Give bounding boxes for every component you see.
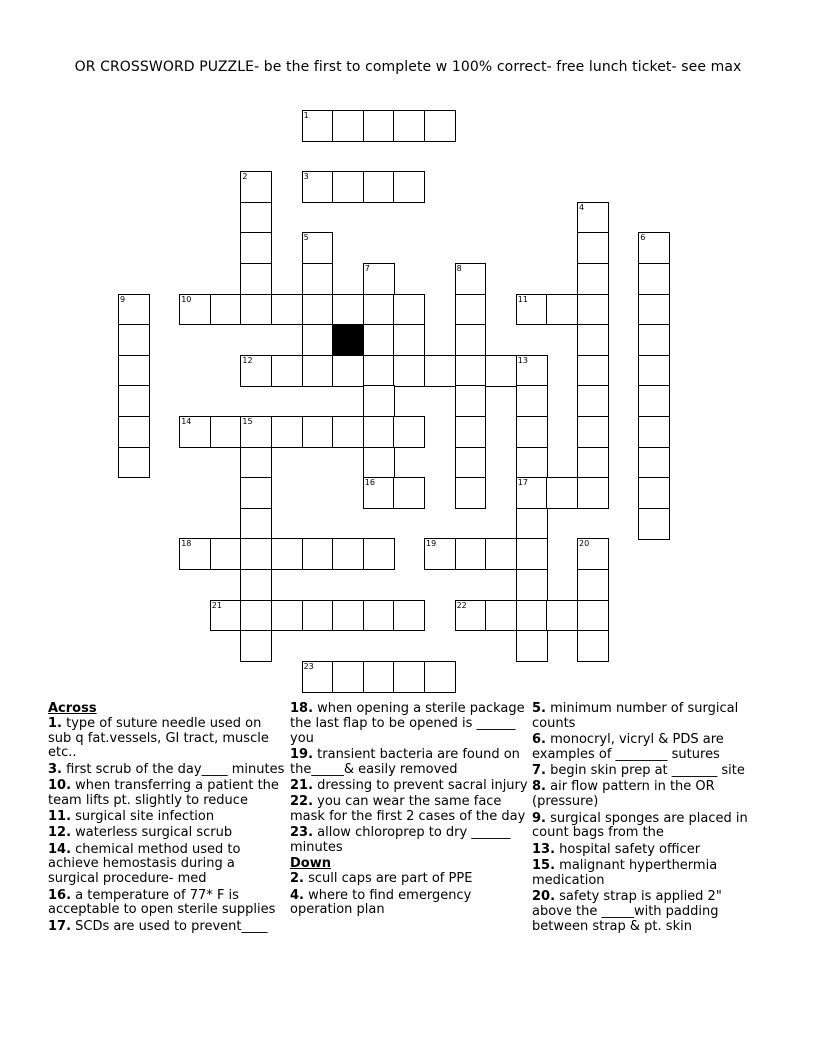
grid-cell[interactable]: [638, 294, 670, 326]
grid-cell[interactable]: [455, 263, 487, 295]
grid-cell[interactable]: [363, 263, 395, 295]
grid-cell[interactable]: [271, 416, 303, 448]
clue-down-5: 5. minimum number of surgical counts: [532, 701, 739, 731]
grid-cell[interactable]: [240, 232, 272, 264]
grid-cell[interactable]: [302, 110, 334, 142]
grid-cell[interactable]: [118, 324, 150, 356]
grid-cell[interactable]: [485, 538, 517, 570]
clue-number-label: 5: [303, 233, 309, 243]
grid-cell[interactable]: [118, 355, 150, 387]
grid-cell[interactable]: [363, 385, 395, 417]
grid-cell[interactable]: [638, 416, 670, 448]
clue-down-7: 7. begin skin prep at _______ site: [532, 763, 745, 779]
grid-cell[interactable]: [577, 538, 609, 570]
grid-cell[interactable]: [485, 355, 517, 387]
clue-number-label: 17: [517, 478, 528, 488]
grid-cell[interactable]: [302, 661, 334, 693]
grid-cell[interactable]: [393, 324, 425, 356]
grid-cell[interactable]: [577, 569, 609, 601]
clue-across-18: 18. when opening a sterile package the last flap to be opened is ______ you: [290, 701, 525, 746]
grid-cell[interactable]: [638, 324, 670, 356]
clue-across-17: 17. SCDs are used to prevent____: [48, 918, 268, 934]
grid-cell[interactable]: [118, 294, 150, 326]
grid-cell[interactable]: [332, 294, 364, 326]
clue-down-9: 9. surgical sponges are placed in count bags from the: [532, 810, 748, 841]
grid-cell[interactable]: [393, 171, 425, 203]
grid-cell[interactable]: [516, 294, 548, 326]
clue-number-label: 12: [242, 355, 253, 365]
grid-cell[interactable]: [638, 385, 670, 417]
grid-cell[interactable]: [516, 538, 548, 570]
grid-cell[interactable]: [332, 538, 364, 570]
grid-cell[interactable]: [424, 661, 456, 693]
grid-cell[interactable]: [546, 294, 578, 326]
grid-cell[interactable]: [240, 447, 272, 479]
grid-cell[interactable]: [485, 600, 517, 632]
grid-cell[interactable]: [240, 263, 272, 295]
clue-across-23: 23. allow chloroprep to dry ______ minutes: [290, 825, 511, 856]
grid-cell[interactable]: [118, 416, 150, 448]
across-heading: Across: [48, 701, 97, 716]
grid-cell[interactable]: [240, 416, 272, 448]
grid-cell[interactable]: [210, 416, 242, 448]
clue-across-19: 19. transient bacteria are found on the_____& easily removed: [290, 746, 520, 777]
grid-cell[interactable]: [638, 477, 670, 509]
grid-cell[interactable]: [302, 171, 334, 203]
grid-cell[interactable]: [455, 538, 487, 570]
grid-cell[interactable]: [393, 355, 425, 387]
grid-cell[interactable]: [363, 447, 395, 479]
grid-cell[interactable]: [516, 385, 548, 417]
clue-number-label: 8: [456, 264, 462, 273]
grid-cell[interactable]: [577, 294, 609, 326]
grid-cell[interactable]: [240, 630, 272, 662]
grid-cell[interactable]: [577, 600, 609, 632]
grid-cell[interactable]: [363, 661, 395, 693]
grid-cell[interactable]: [363, 416, 395, 448]
grid-cell[interactable]: [332, 110, 364, 142]
grid-cell[interactable]: [577, 355, 609, 387]
clue-across-12: 12. waterless surgical scrub: [48, 825, 233, 841]
clue-across-22: 22. you can wear the same face mask for the first 2 cases of the day: [290, 794, 526, 825]
clue-across-14: 14. chemical method used to achieve hemostasis during a surgical procedure- med: [48, 841, 241, 887]
clue-down-6: 6. monocryl, vicryl & PDS are examples of ________ sutures: [532, 732, 724, 762]
grid-cell[interactable]: [240, 171, 272, 203]
clues-column-2: [290, 702, 530, 920]
grid-cell[interactable]: [302, 324, 334, 356]
grid-cell[interactable]: [240, 294, 272, 326]
clue-number-label: 7: [364, 264, 370, 273]
grid-cell[interactable]: [455, 324, 487, 356]
grid-cell[interactable]: [455, 600, 487, 632]
clue-across-21: 21. dressing to prevent sacral injury: [290, 777, 528, 793]
grid-cell[interactable]: [455, 385, 487, 417]
grid-cell[interactable]: [577, 630, 609, 662]
grid-cell[interactable]: [240, 508, 272, 540]
grid-cell[interactable]: [577, 232, 609, 264]
grid-cell[interactable]: [240, 202, 272, 234]
grid-cell[interactable]: [516, 355, 548, 387]
grid-cell[interactable]: [363, 600, 395, 632]
clue-number-label: 15: [242, 417, 253, 426]
clue-number-label: 13: [517, 355, 528, 365]
clue-across-11: 11. surgical site infection: [48, 809, 215, 825]
clue-number-label: 9: [120, 294, 126, 304]
grid-cell[interactable]: [393, 416, 425, 448]
grid-cell[interactable]: [363, 324, 395, 356]
grid-cell[interactable]: [363, 171, 395, 203]
clue-number-label: 18: [181, 539, 192, 549]
grid-cell[interactable]: [424, 355, 456, 387]
grid-cell[interactable]: [424, 538, 456, 570]
grid-cell[interactable]: [302, 263, 334, 295]
grid-cell[interactable]: [302, 600, 334, 632]
grid-cell[interactable]: [179, 294, 211, 326]
grid-cell[interactable]: [332, 661, 364, 693]
black-square: [332, 324, 364, 356]
grid-cell[interactable]: [638, 232, 670, 264]
grid-cell[interactable]: [516, 508, 548, 540]
grid-cell[interactable]: [577, 263, 609, 295]
grid-cell[interactable]: [577, 385, 609, 417]
grid-cell[interactable]: [638, 508, 670, 540]
clue-number-label: 2: [242, 172, 248, 182]
grid-cell[interactable]: [363, 355, 395, 387]
clue-across-3: 3. first scrub of the day____ minutes: [48, 761, 285, 777]
grid-cell[interactable]: [240, 600, 272, 632]
grid-cell[interactable]: [393, 294, 425, 326]
grid-cell[interactable]: [302, 538, 334, 570]
clue-number-label: 4: [579, 202, 585, 212]
clue-number-label: 3: [303, 172, 309, 182]
clue-across-16: 16. a temperature of 77* F is acceptable to open sterile supplies: [48, 887, 276, 918]
grid-cell[interactable]: [271, 355, 303, 387]
grid-cell[interactable]: [118, 447, 150, 479]
grid-cell[interactable]: [638, 263, 670, 295]
grid-cell[interactable]: [210, 294, 242, 326]
grid-cell[interactable]: [455, 355, 487, 387]
grid-cell[interactable]: [393, 600, 425, 632]
grid-cell[interactable]: [179, 538, 211, 570]
down-heading: Down: [290, 856, 331, 872]
grid-cell[interactable]: [577, 416, 609, 448]
clue-down-4: 4. where to find emergency operation plan: [290, 887, 472, 918]
clue-down-13: 13. hospital safety officer: [532, 841, 701, 857]
clue-number-label: 23: [303, 661, 314, 671]
clue-across-10: 10. when transferring a patient the team lifts pt. slightly to reduce: [48, 777, 279, 808]
grid-cell[interactable]: [179, 416, 211, 448]
grid-cell[interactable]: [577, 202, 609, 234]
grid-cell[interactable]: [210, 538, 242, 570]
clue-down-2: 2. scull caps are part of PPE: [290, 871, 473, 887]
grid-cell[interactable]: [302, 232, 334, 264]
grid-cell[interactable]: [363, 294, 395, 326]
clue-number-label: 1: [303, 111, 309, 120]
clue-down-15: 15. malignant hyperthermia medication: [532, 857, 718, 888]
grid-cell[interactable]: [516, 630, 548, 662]
grid-cell[interactable]: [271, 294, 303, 326]
grid-cell[interactable]: [118, 385, 150, 417]
grid-cell[interactable]: [393, 661, 425, 693]
grid-cell[interactable]: [424, 110, 456, 142]
grid-cell[interactable]: [577, 324, 609, 356]
grid-cell[interactable]: [363, 110, 395, 142]
grid-cell[interactable]: [240, 569, 272, 601]
grid-cell[interactable]: [332, 416, 364, 448]
clue-down-20: 20. safety strap is applied 2" above the _____with padding between strap & pt. skin: [532, 889, 722, 934]
clue-number-label: 22: [456, 600, 467, 610]
grid-cell[interactable]: [577, 477, 609, 509]
clue-number-label: 16: [364, 478, 375, 488]
grid-cell[interactable]: [240, 477, 272, 509]
grid-cell[interactable]: [516, 477, 548, 509]
clue-number-label: 6: [640, 233, 646, 243]
grid-cell[interactable]: [393, 477, 425, 509]
grid-cell[interactable]: [271, 600, 303, 632]
grid-cell[interactable]: [240, 355, 272, 387]
clue-across-1: 1. type of suture needle used on sub q fat.vessels, GI tract, muscle etc..: [48, 715, 269, 761]
grid-cell[interactable]: [455, 416, 487, 448]
puzzle-title: OR CROSSWORD PUZZLE- be the first to complete w 100% correct- free lunch ticket- see max: [74, 59, 742, 75]
grid-cell[interactable]: [332, 355, 364, 387]
clue-number-label: 21: [211, 600, 222, 610]
grid-cell[interactable]: [546, 477, 578, 509]
grid-cell[interactable]: [302, 416, 334, 448]
clue-number-label: 14: [181, 417, 192, 426]
grid-cell[interactable]: [302, 294, 334, 326]
grid-cell[interactable]: [210, 600, 242, 632]
grid-cell[interactable]: [516, 416, 548, 448]
grid-cell[interactable]: [516, 447, 548, 479]
clues-column-1: [48, 702, 288, 936]
grid-cell[interactable]: [363, 538, 395, 570]
grid-cell[interactable]: [240, 538, 272, 570]
clue-down-8: 8. air flow pattern in the OR (pressure): [532, 779, 715, 810]
grid-cell[interactable]: [516, 600, 548, 632]
grid-cell[interactable]: [332, 600, 364, 632]
clues-column-3: [532, 702, 762, 936]
clue-number-label: 10: [181, 294, 192, 304]
clue-number-label: 11: [517, 294, 528, 304]
grid-cell[interactable]: [455, 447, 487, 479]
grid-cell[interactable]: [455, 477, 487, 509]
clue-number-label: 20: [579, 539, 590, 549]
grid-cell[interactable]: [332, 171, 364, 203]
grid-cell[interactable]: [455, 294, 487, 326]
grid-cell[interactable]: [302, 355, 334, 387]
grid-cell[interactable]: [638, 447, 670, 479]
grid-cell[interactable]: [516, 569, 548, 601]
grid-cell[interactable]: [393, 110, 425, 142]
clue-number-label: 19: [426, 539, 437, 549]
grid-cell[interactable]: [638, 355, 670, 387]
grid-cell[interactable]: [577, 447, 609, 479]
grid-cell[interactable]: [363, 477, 395, 509]
grid-cell[interactable]: [546, 600, 578, 632]
grid-cell[interactable]: [271, 538, 303, 570]
